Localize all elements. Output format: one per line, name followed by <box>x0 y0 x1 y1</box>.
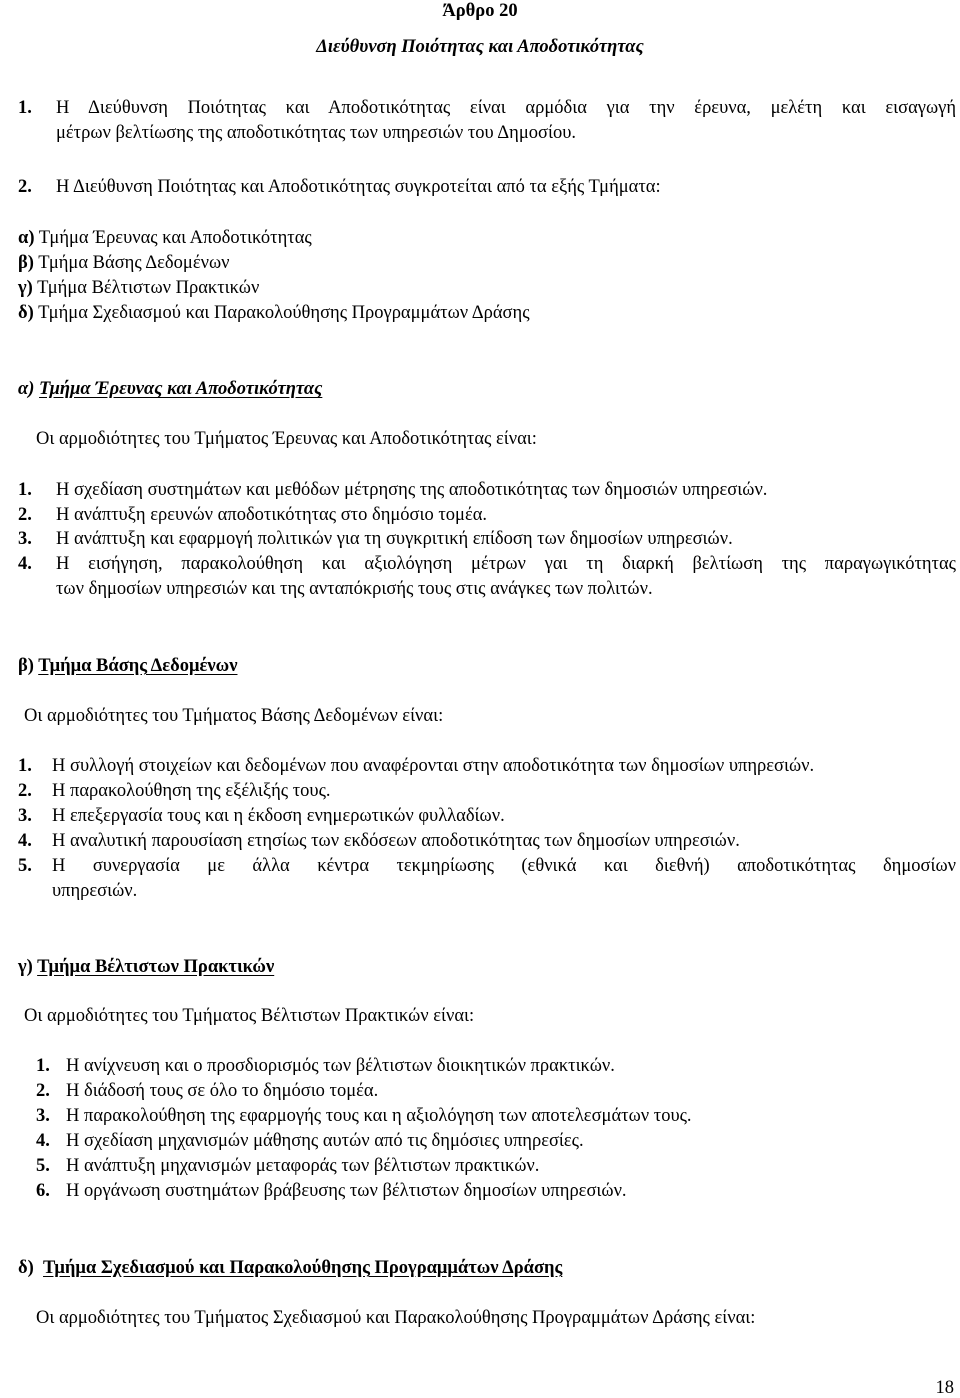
item-text: Η εισήγηση, παρακολούθηση και αξιολόγηση μέτρων γαι τη διαρκή βελτίωση της παραγωγικότητας <box>56 554 956 574</box>
item-text: Η σχεδίαση μηχανισμών μάθησης αυτών από τις δημόσιες υπηρεσίες. <box>66 1131 584 1151</box>
department-item <box>18 279 259 298</box>
section-letter: δ) <box>18 1258 34 1278</box>
item-text: Η παρακολούθηση της εξέλιξής τους. <box>52 781 331 801</box>
item-text: Η συνεργασία με άλλα κέντρα τεκμηρίωσης (εθνικά και διεθνή) αποδοτικότητας δημοσίων <box>52 856 956 876</box>
item-number: 1. <box>18 756 32 776</box>
item-text: Η διάδοσή τους σε όλο το δημόσιο τομέα. <box>66 1081 379 1101</box>
item-number: 1. <box>36 1056 50 1076</box>
section-title: Τμήμα Βέλτιστων Πρακτικών <box>37 957 275 977</box>
item-text-continued: υπηρεσιών. <box>52 881 138 901</box>
section-a-heading <box>18 380 322 399</box>
section-letter: γ) <box>18 957 33 977</box>
item-text: Η ανάπτυξη μηχανισμών μεταφοράς των βέλτιστων πρακτικών. <box>66 1156 540 1176</box>
item-number: 1. <box>18 480 32 500</box>
item-number: 3. <box>18 529 32 549</box>
department-item <box>18 304 530 323</box>
item-text: Η αναλυτική παρουσίαση ετησίως των εκδόσεων αποδοτικότητας των δημοσίων υπηρεσιών. <box>52 831 740 851</box>
item-number: 5. <box>18 856 32 876</box>
item-number: 2. <box>18 505 32 525</box>
department-item <box>18 229 312 248</box>
section-b-intro: Οι αρμοδιότητες του Τμήματος Βάσης Δεδομένων είναι: <box>24 706 444 726</box>
department-name: Τμήμα Έρευνας και Αποδοτικότητας <box>38 228 312 248</box>
section-letter: α) <box>18 379 35 399</box>
section-c-intro: Οι αρμοδιότητες του Τμήματος Βέλτιστων Πρακτικών είναι: <box>24 1006 475 1026</box>
para1-line2: μέτρων βελτίωσης της αποδοτικότητας των υπηρεσιών του Δημοσίου. <box>56 123 576 143</box>
item-number: 4. <box>18 554 32 574</box>
item-text: Η οργάνωση συστημάτων βράβευσης των βέλτιστων δημοσίων υπηρεσιών. <box>66 1181 627 1201</box>
department-letter: α) <box>18 228 35 248</box>
page-number: 18 <box>935 1378 954 1398</box>
item-number: 3. <box>36 1106 50 1126</box>
item-text: Η ανάπτυξη ερευνών αποδοτικότητας στο δημόσιο τομέα. <box>56 505 488 525</box>
section-title: Τμήμα Βάσης Δεδομένων <box>38 656 238 676</box>
item-number: 3. <box>18 806 32 826</box>
item-text: Η ανάπτυξη και εφαρμογή πολιτικών για τη συγκριτική επίδοση των δημοσίων υπηρεσιών. <box>56 529 733 549</box>
item-text: Η ανίχνευση και ο προσδιορισμός των βέλτιστων διοικητικών πρακτικών. <box>66 1056 615 1076</box>
para1-number: 1. <box>18 98 32 118</box>
item-text: Η σχεδίαση συστημάτων και μεθόδων μέτρησης της αποδοτικότητας των δημοσιών υπηρεσιών. <box>56 480 768 500</box>
item-text: Η συλλογή στοιχείων και δεδομένων που αναφέρονται στην αποδοτικότητα των δημοσίων υπηρεσιών. <box>52 756 815 776</box>
section-d-intro: Οι αρμοδιότητες του Τμήματος Σχεδιασμού και Παρακολούθησης Προγραμμάτων Δράσης είναι: <box>36 1308 756 1328</box>
article-number: Άρθρο 20 <box>442 1 518 21</box>
para2-number: 2. <box>18 177 32 197</box>
department-letter: γ) <box>18 278 33 298</box>
section-title: Τμήμα Έρευνας και Αποδοτικότητας <box>39 379 323 399</box>
item-number: 2. <box>18 781 32 801</box>
department-letter: δ) <box>18 303 34 323</box>
section-a-intro: Οι αρμοδιότητες του Τμήματος Έρευνας και Αποδοτικότητας είναι: <box>36 429 537 449</box>
para1-line1: Η Διεύθυνση Ποιότητας και Αποδοτικότητας είναι αρμόδια για την έρευνα, μελέτη και εισαγωγή <box>56 98 956 118</box>
section-c-heading <box>18 958 274 977</box>
item-number: 2. <box>36 1081 50 1101</box>
item-text-continued: των δημοσίων υπηρεσιών και της ανταπόκρισής τους στις ανάγκες των πολιτών. <box>56 579 653 599</box>
department-item <box>18 254 230 273</box>
item-number: 4. <box>36 1131 50 1151</box>
item-number: 5. <box>36 1156 50 1176</box>
item-text: Η παρακολούθηση της εφαρμογής τους και η αξιολόγηση των αποτελεσμάτων τους. <box>66 1106 692 1126</box>
item-text: Η επεξεργασία τους και η έκδοση ενημερωτικών φυλλαδίων. <box>52 806 505 826</box>
item-number: 6. <box>36 1181 50 1201</box>
para2-text: Η Διεύθυνση Ποιότητας και Αποδοτικότητας συγκροτείται από τα εξής Τμήματα: <box>56 177 661 197</box>
department-name: Τμήμα Βέλτιστων Πρακτικών <box>37 278 260 298</box>
department-name: Τμήμα Βάσης Δεδομένων <box>38 253 230 273</box>
item-number: 4. <box>18 831 32 851</box>
section-title: Τμήμα Σχεδιασμού και Παρακολούθησης Προγραμμάτων Δράσης <box>43 1258 563 1278</box>
department-letter: β) <box>18 253 34 273</box>
article-title: Διεύθυνση Ποιότητας και Αποδοτικότητας <box>316 37 644 57</box>
section-b-heading <box>18 657 237 676</box>
section-d-heading <box>18 1259 562 1278</box>
department-name: Τμήμα Σχεδιασμού και Παρακολούθησης Προγραμμάτων Δράσης <box>38 303 530 323</box>
section-letter: β) <box>18 656 34 676</box>
